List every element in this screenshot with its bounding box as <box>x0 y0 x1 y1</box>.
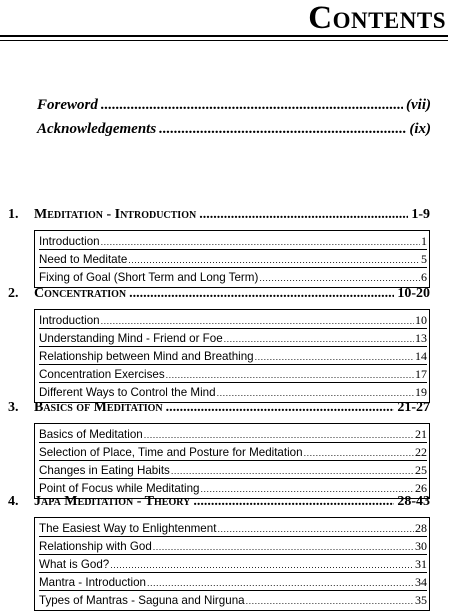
chapter-number: 1. <box>8 207 19 222</box>
leader-dots <box>166 400 395 416</box>
leader-dots <box>101 97 403 114</box>
entry-title: Relationship between Mind and Breathing <box>39 350 254 363</box>
chapter-number: 3. <box>8 400 19 415</box>
leader-dots <box>259 270 420 286</box>
header-rule-thick <box>0 35 448 37</box>
toc-entry[interactable] <box>39 251 427 268</box>
entry-title: Need to Meditate <box>39 253 128 266</box>
entry-page: 28 <box>415 521 427 535</box>
entry-title: Mantra - Introduction <box>39 576 146 589</box>
chapter-title: Basics of Meditation <box>34 400 163 415</box>
entry-title: Concentration Exercises <box>39 368 165 381</box>
chapter-4 <box>8 494 430 611</box>
entry-title: Understanding Mind - Friend or Foe <box>39 332 223 345</box>
leader-dots <box>147 575 414 591</box>
chapter-title: Meditation - Introduction <box>34 207 197 222</box>
leader-dots <box>129 286 394 302</box>
entry-page: 22 <box>415 445 427 459</box>
toc-entry[interactable] <box>39 574 427 591</box>
entry-page: 21 <box>415 427 427 441</box>
chapter-pages: 1-9 <box>411 207 430 222</box>
entry-page: 14 <box>415 349 427 363</box>
leader-dots <box>255 349 414 365</box>
chapter-1 <box>8 207 430 288</box>
leader-dots <box>193 494 394 510</box>
chapter-pages: 28-43 <box>397 494 430 509</box>
chapter-heading[interactable] <box>8 286 430 306</box>
front-matter-title: Foreword <box>37 97 98 113</box>
front-matter-page: (vii) <box>406 97 431 113</box>
entry-page: 17 <box>415 367 427 381</box>
entry-title: Changes in Eating Habits <box>39 464 170 477</box>
toc-entry[interactable] <box>39 312 427 329</box>
entry-title: What is God? <box>39 558 110 571</box>
entry-page: 25 <box>415 463 427 477</box>
entry-title: Relationship with God <box>39 540 152 553</box>
entry-page: 5 <box>421 252 427 266</box>
toc-entry[interactable] <box>39 444 427 461</box>
leader-dots <box>224 331 414 347</box>
entry-page: 26 <box>415 481 427 495</box>
chapter-entries-box <box>34 309 430 403</box>
entry-title: The Easiest Way to Enlightenment <box>39 522 217 535</box>
front-matter-item-foreword[interactable] <box>37 97 431 121</box>
leader-dots <box>101 313 414 329</box>
leader-dots <box>110 557 414 573</box>
leader-dots <box>171 463 414 479</box>
chapter-pages: 10-20 <box>397 286 430 301</box>
toc-entry[interactable] <box>39 520 427 537</box>
leader-dots <box>217 521 414 537</box>
leader-dots <box>153 539 414 555</box>
chapter-3 <box>8 400 430 499</box>
front-matter-page: (ix) <box>409 121 431 137</box>
entry-page: 13 <box>415 331 427 345</box>
leader-dots <box>199 207 408 223</box>
leader-dots <box>246 593 414 609</box>
header-rule-thin <box>0 40 448 41</box>
front-matter-item-acknowledgements[interactable] <box>37 121 431 145</box>
chapter-2 <box>8 286 430 403</box>
leader-dots <box>101 234 420 250</box>
chapter-pages: 21-27 <box>397 400 430 415</box>
chapter-entries-box <box>34 230 430 288</box>
entry-page: 1 <box>421 234 427 248</box>
toc-entry[interactable] <box>39 330 427 347</box>
leader-dots <box>217 385 414 401</box>
entry-page: 31 <box>415 557 427 571</box>
chapter-heading[interactable] <box>8 494 430 514</box>
chapter-entries-box <box>34 423 430 499</box>
toc-entry[interactable] <box>39 426 427 443</box>
leader-dots <box>128 252 420 268</box>
front-matter-list <box>37 97 431 145</box>
chapter-title: Japa Meditation - Theory <box>34 494 191 509</box>
toc-entry[interactable] <box>39 348 427 365</box>
chapter-heading[interactable] <box>8 207 430 227</box>
entry-page: 10 <box>415 313 427 327</box>
entry-page: 30 <box>415 539 427 553</box>
toc-entry[interactable] <box>39 462 427 479</box>
entry-title: Point of Focus while Meditating <box>39 482 200 495</box>
front-matter-title: Acknowledgements <box>37 121 157 137</box>
entry-title: Introduction <box>39 314 100 327</box>
chapter-entries-box <box>34 517 430 611</box>
toc-entry[interactable] <box>39 269 427 285</box>
entry-page: 34 <box>415 575 427 589</box>
toc-entry[interactable] <box>39 233 427 250</box>
toc-entry[interactable] <box>39 366 427 383</box>
entry-title: Types of Mantras - Saguna and Nirguna <box>39 594 245 607</box>
chapter-title: Concentration <box>34 286 127 301</box>
entry-page: 19 <box>415 385 427 399</box>
entry-page: 6 <box>421 270 427 284</box>
leader-dots <box>144 427 414 443</box>
chapter-number: 2. <box>8 286 19 301</box>
leader-dots <box>159 121 406 138</box>
entry-page: 35 <box>415 593 427 607</box>
entry-title: Introduction <box>39 235 100 248</box>
entry-title: Basics of Meditation <box>39 428 143 441</box>
leader-dots <box>166 367 414 383</box>
toc-entry[interactable] <box>39 592 427 608</box>
toc-entry[interactable] <box>39 384 427 400</box>
toc-entry[interactable] <box>39 538 427 555</box>
entry-title: Different Ways to Control the Mind <box>39 386 216 399</box>
chapter-number: 4. <box>8 494 19 509</box>
chapter-heading[interactable] <box>8 400 430 420</box>
entry-title: Selection of Place, Time and Posture for Meditation <box>39 446 303 459</box>
leader-dots <box>304 445 414 461</box>
toc-entry[interactable] <box>39 556 427 573</box>
page-title: Contents <box>308 0 446 36</box>
entry-title: Fixing of Goal (Short Term and Long Term) <box>39 271 259 284</box>
